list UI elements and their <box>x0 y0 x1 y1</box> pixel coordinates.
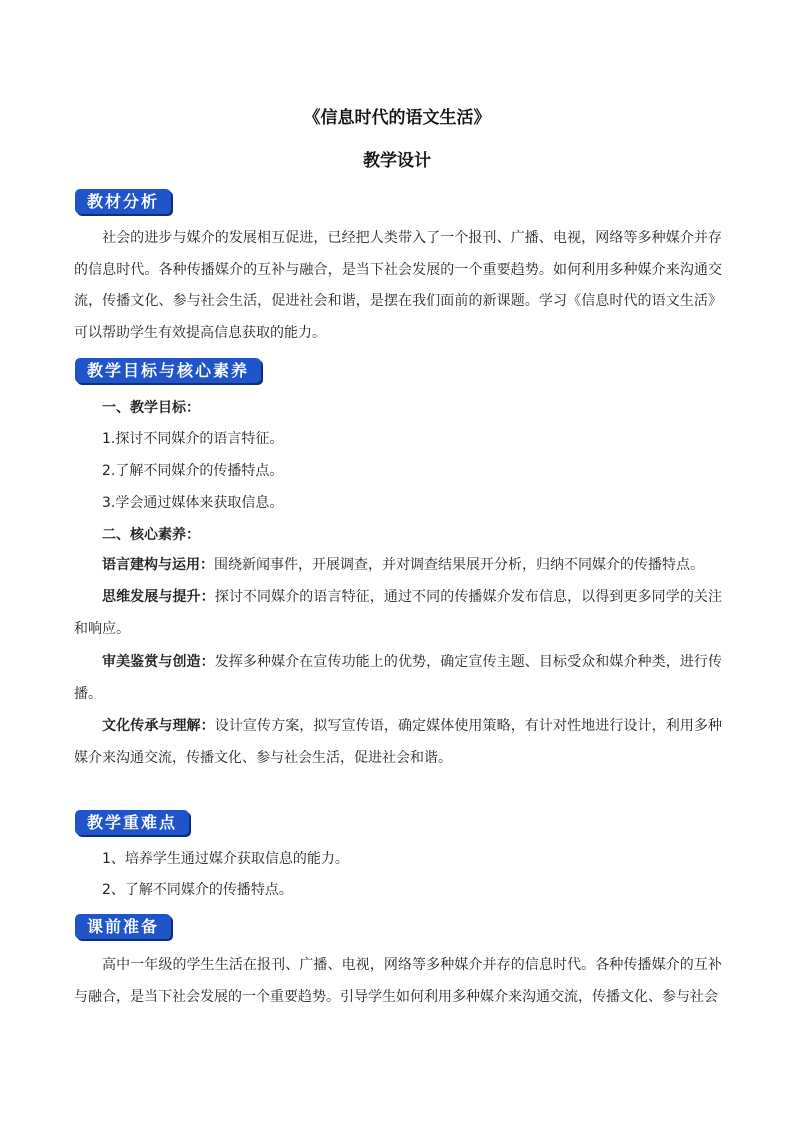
literacy-label: 语言建构与运用： <box>102 557 214 573</box>
section-badge-prep: 课前准备 <box>75 914 171 939</box>
literacy-text: 探讨不同媒介的语言特征，通过不同的传播媒介发布信息，以得到更多同学的关注和响应。 <box>74 589 723 637</box>
literacy-label: 文化传承与理解： <box>102 718 215 734</box>
literacy-item <box>74 647 722 710</box>
keypoint-item: 2、了解不同媒介的传播特点。 <box>102 882 293 898</box>
literacy-label: 思维发展与提升： <box>102 589 215 605</box>
section-badge-analysis: 教材分析 <box>75 189 171 214</box>
goal-item: 1.探讨不同媒介的语言特征。 <box>102 431 284 447</box>
literacy-item <box>74 550 722 582</box>
prep-paragraph: 高中一年级的学生生活在报刊、广播、电视，网络等多种媒介并存的信息时代。各种传播媒介的互补与融合，是当下社会发展的一个重要趋势。引导学生如何利用多种媒介来沟通交流，传播文化、参与社会 <box>74 957 722 1005</box>
analysis-paragraph: 社会的进步与媒介的发展相互促进，已经把人类带入了一个报刊、广播、电视，网络等多种媒介并存的信息时代。各种传播媒介的互补与融合，是当下社会发展的一个重要趋势。如何利用多种媒介来沟通交流，传播文化、参与社会生活，促进社会和谐，是摆在我们面前的新课题。学习《信息时代的语文生活》可以帮助学生有效提高信息获取的能力。 <box>74 230 722 341</box>
document-title: 《信息时代的语文生活》 <box>303 108 491 128</box>
document-subtitle: 教学设计 <box>363 151 431 171</box>
goals-subheading-2: 二、核心素养： <box>102 527 200 543</box>
literacy-label: 审美鉴赏与创造： <box>102 654 215 670</box>
literacy-text: 发挥多种媒介在宣传功能上的优势，确定宣传主题、目标受众和媒介种类，进行传播。 <box>74 654 723 702</box>
goal-item: 2.了解不同媒介的传播特点。 <box>102 463 284 479</box>
section-badge-goals: 教学目标与核心素养 <box>75 358 261 383</box>
literacy-text: 围绕新闻事件，开展调查，并对调查结果展开分析，归纳不同媒介的传播特点。 <box>214 557 704 573</box>
literacy-text: 设计宣传方案，拟写宣传语，确定媒体使用策略，有计对性地进行设计，利用多种媒介来沟通交流，传播文化、参与社会生活，促进社会和谐。 <box>74 718 723 766</box>
goals-subheading-1: 一、教学目标： <box>102 400 200 416</box>
literacy-item <box>74 582 722 645</box>
goal-item: 3.学会通过媒体来获取信息。 <box>102 495 284 511</box>
literacy-item <box>74 711 722 774</box>
section-badge-keypoints: 教学重难点 <box>75 810 189 835</box>
keypoint-item: 1、培养学生通过媒介获取信息的能力。 <box>102 851 349 867</box>
